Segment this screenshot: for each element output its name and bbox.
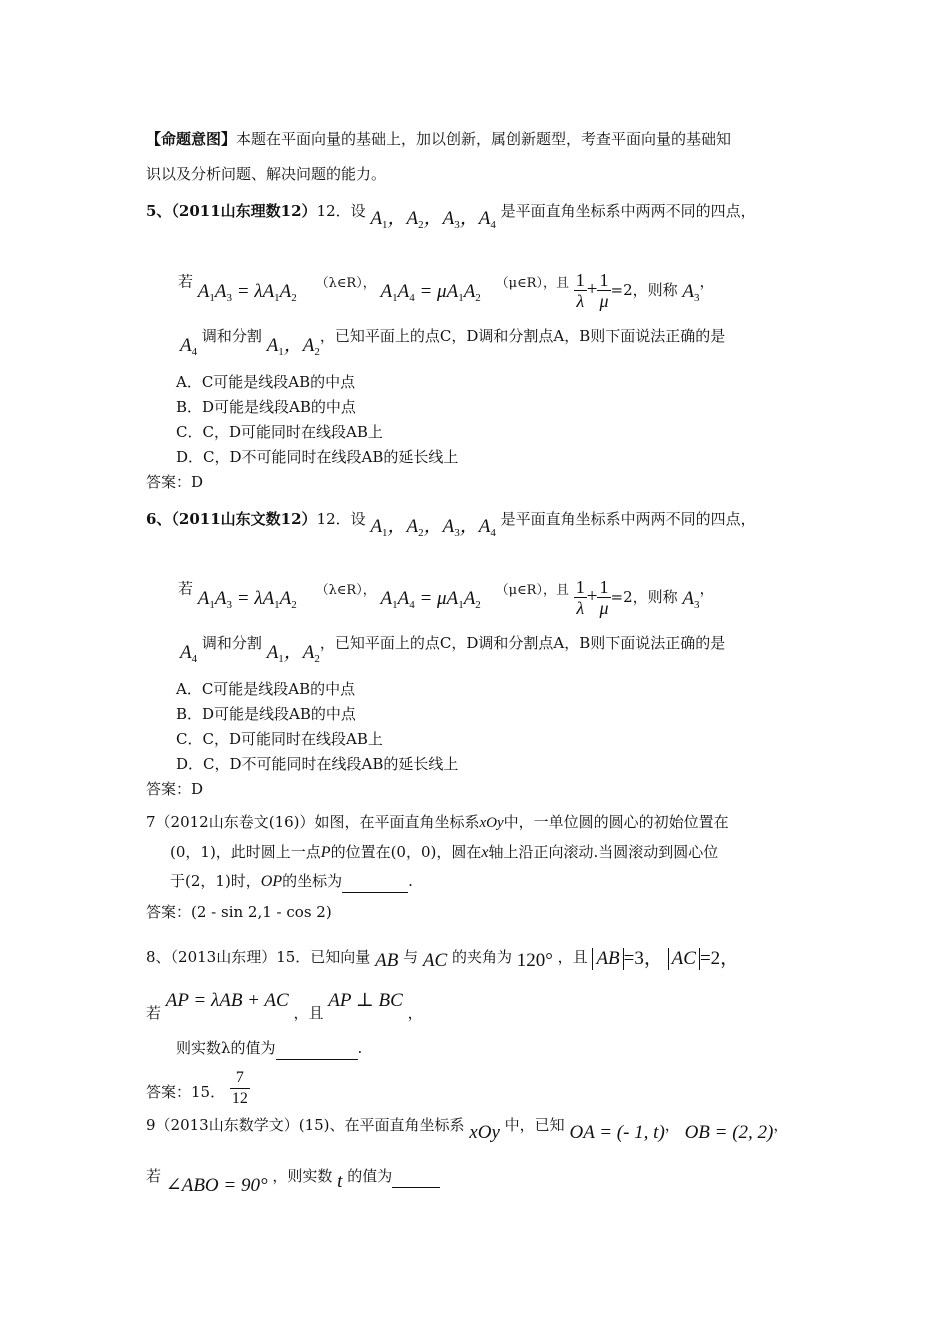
q5-option-a: A．C可能是线段AB的中点 [176,373,356,391]
q6-cond: ，已知平面上的点C，D调和分割点A，B则下面说法正确的是 [319,634,726,652]
q8-answer-blank [276,1037,358,1060]
q5-stem: 12．设 [316,202,366,220]
q8-line-3: 则实数λ的值为 . [176,1037,362,1060]
q7-line-2: (0，1)，此时圆上一点P的位置在(0，0)，圆在x轴上沿正向滚动.当圆滚动到圆心位 [170,843,719,861]
q5-tail: 是平面直角坐标系中两两不同的四点， [500,202,756,220]
q6-lambda-r: （λ∈R）， [315,582,376,598]
q5-tiaohe: 调和分割 [201,327,262,345]
q5-harmonic: $A_4$ 调和分割 $A_1$，$A_2$，已知平面上的点C，D调和分割点A，B则下面说法正确的是 [180,327,726,358]
q6-tail: 是平面直角坐标系中两两不同的四点， [500,510,756,528]
q5-ruo: 若 [178,272,194,291]
q5-option-d: D．C，D不可能同时在线段AB的延长线上 [176,448,459,466]
q6-option-a: A．C可能是线段AB的中点 [176,680,356,698]
q6-option-c: C．C，D可能同时在线段AB上 [176,730,383,748]
q5-lambda-r: （λ∈R）， [315,275,376,291]
q5-cond: ，已知平面上的点C，D调和分割点A，B则下面说法正确的是 [319,327,726,345]
intent-line-1 [146,128,731,150]
q6-tiaohe: 调和分割 [201,634,262,652]
q8-answer: 答案：15． $\frac{7}{12}$ [146,1069,248,1107]
intent-heading: 【命题意图】 [146,130,237,148]
q6-stem: 12．设 [316,510,366,528]
q6-answer: 答案：D [146,780,204,798]
intent-text-1: 本题在平面向量的基础上，加以创新，属创新题型，考查平面向量的基础知 [236,130,732,148]
q5-mu-r: （μ∈R），且 [495,275,569,291]
q6-ruo: 若 [178,579,194,598]
q6-prefix: 6、（2011山东文数12） [146,510,317,528]
q6-harmonic: $A_4$ 调和分割 $A_1$，$A_2$，已知平面上的点C，D调和分割点A，B则下面说法正确的是 [180,634,726,665]
q7-line-1: 7（2012山东卷文(16)）如图，在平面直角坐标系xOy中，一单位圆的圆心的初始位置在 [146,813,729,831]
q6-option-d: D．C，D不可能同时在线段AB的延长线上 [176,755,459,773]
q7-answer-blank [342,870,408,893]
q9-line-2: 若 ∠ABO = 90° ，则实数 t 的值为 [146,1165,440,1188]
q5-header: 5、（2011山东理数12）12．设 $A_1$，$A_2$，$A_3$，$A_4$ 是平面直角坐标系中两两不同的四点， [146,202,756,231]
q9-answer-blank [392,1165,440,1188]
q6-eq2: =2，则称 [610,587,678,606]
q5-option-c: C．C，D可能同时在线段AB上 [176,423,383,441]
intent-line-2: 识以及分析问题、解决问题的能力。 [146,165,387,183]
q5-answer: 答案：D [146,473,204,491]
q5-prefix: 5、（2011山东理数12） [146,202,317,220]
q8-line-2: 若 AP = λAB + AC ，且 AP ⊥ BC ， [146,990,423,1022]
q5-condition: 若 $A_1A_3 = \lambda A_1A_2$ （λ∈R）， $A_1A_4 = \mu A_1A_2$ （μ∈R），且 $\frac{1}{\lambda}$ + $\frac{1}{\mu}$ =2，则称 $A_3$， [178,270,715,311]
q7-answer: 答案：(2 - sin 2,1 - cos 2) [146,903,332,921]
q6-mu-r: （μ∈R），且 [495,582,569,598]
q9-line-1: 9（2013山东数学文）(15)、在平面直角坐标系 xOy 中，已知 OA = (- 1, t)， OB = (2, 2)， [146,1116,789,1143]
q5-eq2: =2，则称 [610,280,678,299]
q6-option-b: B．D可能是线段AB的中点 [176,705,356,723]
q6-header: 6、（2011山东文数12）12．设 $A_1$，$A_2$，$A_3$，$A_4$ 是平面直角坐标系中两两不同的四点， [146,510,756,539]
q5-option-b: B．D可能是线段AB的中点 [176,398,356,416]
q8-line-1: 8、（2013山东理）15．已知向量 AB 与 AC 的夹角为 120° ，且 AB =3， AC =2， [146,948,740,971]
q7-line-3: 于(2，1)时，OP的坐标为 . [170,870,413,893]
q6-condition: 若 $A_1A_3 = \lambda A_1A_2$ （λ∈R）， $A_1A_4 = \mu A_1A_2$ （μ∈R），且 $\frac{1}{\lambda}$ + $\frac{1}{\mu}$ =2，则称 $A_3$， [178,577,715,618]
